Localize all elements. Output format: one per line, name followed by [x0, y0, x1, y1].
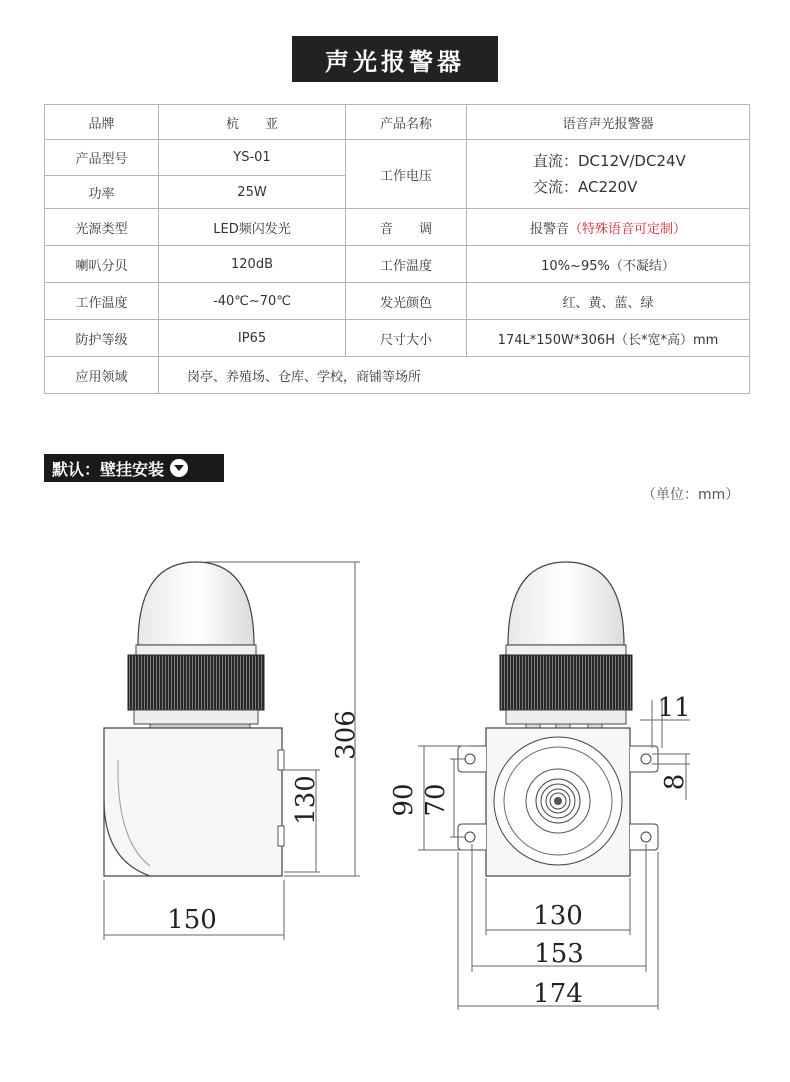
cell-power-value: 25W: [159, 176, 346, 209]
dim-width-150: 150: [167, 905, 217, 935]
mount-hole: [641, 832, 651, 842]
dim-height-70: 70: [421, 783, 451, 817]
cell-humidity-value: 10%~95%（不凝结）: [467, 246, 750, 283]
cell-light-value: LED频闪发光: [159, 209, 346, 246]
front-dome: [508, 562, 624, 645]
cell-light-label: 光源类型: [45, 209, 159, 246]
dim-height-130: 130: [291, 775, 321, 825]
mount-hole: [465, 754, 475, 764]
side-bracket-top: [278, 750, 284, 770]
cell-voltage-label: 工作电压: [346, 140, 467, 209]
cell-db-value: 120dB: [159, 246, 346, 283]
cell-color-value: 红、黄、蓝、绿: [467, 283, 750, 320]
mount-hole: [641, 754, 651, 764]
unit-label: （单位：mm）: [642, 487, 740, 503]
cell-brand-label: 品牌: [45, 105, 159, 140]
side-dome-base: [136, 645, 256, 655]
dim-hole-11: 11: [657, 693, 691, 723]
front-ribbed-ring: [500, 655, 632, 710]
side-bracket-bottom: [278, 826, 284, 846]
mount-hole: [465, 832, 475, 842]
cell-temp-value: -40℃~70℃: [159, 283, 346, 320]
cell-product-name-label: 产品名称: [346, 105, 467, 140]
side-housing: [104, 728, 282, 876]
cell-size-value: 174L*150W*306H（长*宽*高）mm: [467, 320, 750, 357]
dim-height-90: 90: [389, 783, 419, 817]
dim-width-130: 130: [533, 901, 583, 931]
cell-humidity-label: 工作温度: [346, 246, 467, 283]
install-section-text: 默认：壁挂安装: [52, 459, 165, 479]
dim-width-153: 153: [534, 939, 584, 969]
cell-color-label: 发光颜色: [346, 283, 467, 320]
tone-custom-note: （特殊语音可定制）: [569, 221, 687, 237]
cell-usage-value: 岗亭、养殖场、仓库、学校，商铺等场所: [159, 357, 750, 394]
page-title: 声光报警器: [292, 36, 498, 82]
side-ribbed-ring: [128, 655, 264, 710]
side-dome: [138, 562, 254, 645]
cell-db-label: 喇叭分贝: [45, 246, 159, 283]
cell-brand-value: 杭 亚: [159, 105, 346, 140]
dim-width-174: 174: [533, 979, 583, 1009]
cell-model-label: 产品型号: [45, 140, 159, 176]
cell-power-label: 功率: [45, 176, 159, 209]
cell-usage-label: 应用领域: [45, 357, 159, 394]
front-view: [389, 562, 691, 1010]
side-view: [104, 562, 361, 940]
cell-model-value: YS-01: [159, 140, 346, 176]
cell-product-name-value: 语音声光报警器: [467, 105, 750, 140]
cell-size-label: 尺寸大小: [346, 320, 467, 357]
dim-height-306: 306: [331, 710, 361, 760]
voltage-dc: 直流：DC12V/DC24V: [533, 152, 686, 170]
cell-ip-label: 防护等级: [45, 320, 159, 357]
cell-tone-label: 音 调: [346, 209, 467, 246]
side-collar: [134, 710, 258, 724]
cell-ip-value: IP65: [159, 320, 346, 357]
dim-hole-8: 8: [660, 773, 690, 791]
cell-temp-label: 工作温度: [45, 283, 159, 320]
voltage-ac: 交流：AC220V: [533, 178, 638, 196]
tone-text: 报警音: [529, 221, 569, 237]
